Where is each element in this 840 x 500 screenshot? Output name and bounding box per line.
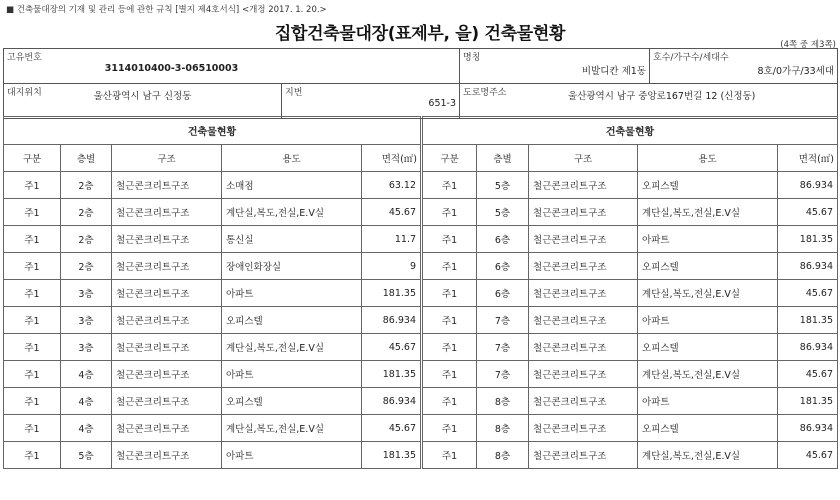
col-header-area: 면적(㎡) [362,145,422,172]
units-label: 호수/가구수/세대수 [653,53,729,63]
location-label: 대지위치 [7,88,42,98]
cell-area: 86.934 [362,307,422,334]
cell-floor: 3층 [61,280,112,307]
cell-floor: 7층 [477,334,529,361]
table-row [4,307,838,334]
cell-area: 63.12 [362,172,422,199]
table-row [4,280,838,307]
cell-structure: 철근콘크리트구조 [112,253,222,280]
cell-area: 181.35 [362,442,422,469]
building-status-table [3,116,838,469]
cell-category: 주1 [422,361,477,388]
location-value: 울산광역시 남구 신정동 [93,91,192,102]
lot-label: 지번 [285,88,303,98]
section-title-right: 건축물현황 [422,117,838,145]
cell-floor: 3층 [61,307,112,334]
col-header-category: 구분 [422,145,477,172]
cell-category: 주1 [422,388,477,415]
cell-floor: 6층 [477,226,529,253]
cell-area: 45.67 [778,280,838,307]
cell-structure: 철근콘크리트구조 [112,442,222,469]
table-row [4,415,838,442]
cell-area: 86.934 [778,415,838,442]
cell-structure: 철근콘크리트구조 [529,388,638,415]
cell-category: 주1 [4,280,61,307]
col-header-floor: 층별 [477,145,529,172]
cell-area: 86.934 [778,253,838,280]
cell-category: 주1 [4,442,61,469]
road-address-label: 도로명주소 [463,88,507,98]
cell-area: 11.7 [362,226,422,253]
section-header-row [4,117,838,145]
page-title: 집합건축물대장(표제부, 을) 건축물현황 [274,24,566,44]
cell-floor: 2층 [61,199,112,226]
cell-category: 주1 [4,307,61,334]
table-row [4,442,838,469]
cell-floor: 8층 [477,415,529,442]
col-header-floor: 층별 [61,145,112,172]
table-row [4,253,838,280]
cell-structure: 철근콘크리트구조 [112,334,222,361]
section-title-left: 건축물현황 [4,117,422,145]
cell-category: 주1 [422,253,477,280]
cell-usage: 오피스텔 [638,172,778,199]
units-value: 8호/0가구/33세대 [757,66,835,77]
cell-category: 주1 [422,280,477,307]
cell-floor: 5층 [61,442,112,469]
cell-area: 45.67 [778,361,838,388]
cell-floor: 6층 [477,253,529,280]
cell-structure: 철근콘크리트구조 [529,415,638,442]
cell-area: 181.35 [778,307,838,334]
road-address-value: 울산광역시 남구 중앙로167번길 12 (신정동) [568,91,756,102]
col-header-category: 구분 [4,145,61,172]
col-header-usage: 용도 [638,145,778,172]
cell-usage: 통신실 [222,226,362,253]
cell-structure: 철근콘크리트구조 [112,280,222,307]
location-cell [4,84,282,119]
col-header-area: 면적(㎡) [778,145,838,172]
cell-structure: 철근콘크리트구조 [112,226,222,253]
cell-usage: 계단실,복도,전실,E.V실 [638,442,778,469]
cell-usage: 장애인화장실 [222,253,362,280]
cell-usage: 오피스텔 [638,334,778,361]
cell-floor: 8층 [477,442,529,469]
cell-category: 주1 [422,199,477,226]
table-row [4,172,838,199]
cell-area: 45.67 [778,442,838,469]
cell-area: 86.934 [778,172,838,199]
cell-category: 주1 [4,253,61,280]
cell-category: 주1 [422,334,477,361]
name-cell [460,49,650,84]
unique-id-cell [4,49,460,84]
units-cell [650,49,838,84]
unique-id-value: 3114010400-3-06510003 [104,63,239,74]
unique-id-label: 고유번호 [7,53,42,63]
cell-structure: 철근콘크리트구조 [529,172,638,199]
table-row [4,334,838,361]
register-info-table [3,48,838,119]
cell-structure: 철근콘크리트구조 [529,199,638,226]
cell-structure: 철근콘크리트구조 [112,199,222,226]
cell-usage: 계단실,복도,전실,E.V실 [222,334,362,361]
cell-usage: 아파트 [638,226,778,253]
cell-floor: 4층 [61,415,112,442]
lot-cell [282,84,460,119]
cell-area: 181.35 [778,226,838,253]
cell-floor: 7층 [477,307,529,334]
cell-structure: 철근콘크리트구조 [112,415,222,442]
cell-floor: 6층 [477,280,529,307]
cell-structure: 철근콘크리트구조 [529,334,638,361]
cell-structure: 철근콘크리트구조 [529,442,638,469]
page-info: (4쪽 중 제3쪽) [780,40,836,50]
cell-area: 86.934 [362,388,422,415]
cell-usage: 계단실,복도,전실,E.V실 [222,199,362,226]
col-header-usage: 용도 [222,145,362,172]
cell-usage: 아파트 [222,280,362,307]
cell-structure: 철근콘크리트구조 [529,280,638,307]
cell-structure: 철근콘크리트구조 [112,307,222,334]
cell-area: 45.67 [362,415,422,442]
legal-note: ■ 건축물대장의 기재 및 관리 등에 관한 규칙 [별지 제4호서식] <개정 2017. 1. 20.> [6,5,327,15]
cell-floor: 2층 [61,253,112,280]
column-header-row [4,145,838,172]
cell-floor: 2층 [61,172,112,199]
cell-area: 9 [362,253,422,280]
cell-usage: 아파트 [638,388,778,415]
cell-area: 181.35 [362,361,422,388]
cell-area: 45.67 [362,334,422,361]
cell-floor: 2층 [61,226,112,253]
cell-floor: 4층 [61,388,112,415]
lot-value: 651-3 [428,98,457,109]
table-row [4,226,838,253]
cell-structure: 철근콘크리트구조 [112,388,222,415]
cell-category: 주1 [4,199,61,226]
cell-area: 45.67 [778,199,838,226]
col-header-structure: 구조 [529,145,638,172]
table-row [4,361,838,388]
cell-category: 주1 [4,388,61,415]
cell-category: 주1 [422,442,477,469]
cell-category: 주1 [4,415,61,442]
cell-usage: 아파트 [638,307,778,334]
cell-usage: 계단실,복도,전실,E.V실 [638,361,778,388]
cell-floor: 4층 [61,361,112,388]
cell-area: 181.35 [778,388,838,415]
cell-category: 주1 [4,172,61,199]
cell-category: 주1 [4,226,61,253]
cell-category: 주1 [422,226,477,253]
cell-category: 주1 [422,307,477,334]
road-address-cell [460,84,838,119]
table-row [4,388,838,415]
name-value: 비발디칸 제1동 [581,66,647,77]
cell-area: 45.67 [362,199,422,226]
cell-usage: 계단실,복도,전실,E.V실 [222,415,362,442]
cell-structure: 철근콘크리트구조 [529,253,638,280]
cell-category: 주1 [422,172,477,199]
table-row [4,199,838,226]
cell-structure: 철근콘크리트구조 [529,361,638,388]
cell-category: 주1 [4,334,61,361]
cell-floor: 7층 [477,361,529,388]
cell-category: 주1 [422,415,477,442]
cell-structure: 철근콘크리트구조 [529,226,638,253]
cell-usage: 오피스텔 [222,307,362,334]
col-header-structure: 구조 [112,145,222,172]
cell-structure: 철근콘크리트구조 [112,172,222,199]
cell-usage: 아파트 [222,442,362,469]
cell-usage: 계단실,복도,전실,E.V실 [638,199,778,226]
cell-floor: 8층 [477,388,529,415]
cell-area: 86.934 [778,334,838,361]
cell-area: 181.35 [362,280,422,307]
cell-usage: 오피스텔 [638,253,778,280]
cell-structure: 철근콘크리트구조 [112,361,222,388]
cell-floor: 3층 [61,334,112,361]
cell-structure: 철근콘크리트구조 [529,307,638,334]
cell-usage: 오피스텔 [222,388,362,415]
cell-usage: 소매점 [222,172,362,199]
cell-usage: 아파트 [222,361,362,388]
cell-floor: 5층 [477,172,529,199]
cell-usage: 오피스텔 [638,415,778,442]
cell-category: 주1 [4,361,61,388]
name-label: 명칭 [463,53,481,63]
cell-floor: 5층 [477,199,529,226]
cell-usage: 계단실,복도,전실,E.V실 [638,280,778,307]
